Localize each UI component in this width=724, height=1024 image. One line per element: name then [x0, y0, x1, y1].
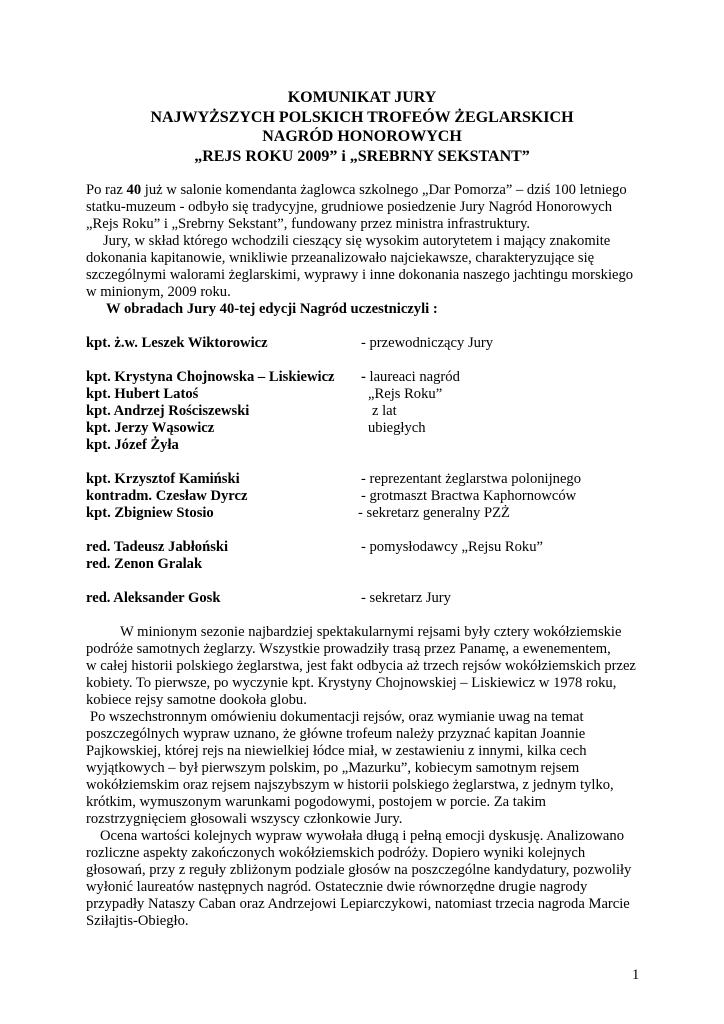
member-role: ubiegłych	[368, 420, 426, 436]
body-line: głosowań, przy z reguły zbliżonym podziale głosów na poszczególne kandydatury, pozwoliły	[86, 862, 632, 878]
member-name: red. Aleksander Gosk	[86, 590, 221, 606]
intro-line: statku-muzeum - odbyło się tradycyjne, grudniowe posiedzenie Jury Nagród Honorowych	[86, 199, 613, 215]
body-line: Po wszechstronnym omówieniu dokumentacji rejsów, oraz wymianie uwag na temat	[90, 709, 584, 725]
body-line: kobiety. To pierwsze, po wyczynie kpt. Krystyny Chojnowskiej – Liskiewicz w 1978 roku,	[86, 675, 617, 691]
member-name: kpt. Krystyna Chojnowska – Liskiewicz	[86, 369, 335, 385]
intro-line: w minionym, 2009 roku.	[86, 284, 231, 300]
body-line: Pajkowskiej, której rejs na niewielkiej łódce miał, w zestawieniu z innymi, kilka cech	[86, 743, 587, 759]
member-name: kpt. Hubert Latoś	[86, 386, 199, 402]
member-name: kpt. Andrzej Rościszewski	[86, 403, 250, 419]
intro-line: dokonania kapitanowie, wnikliwie przeanalizowało najciekawsze, charakteryzujące się	[86, 250, 595, 266]
body-line: wokółziemskim oraz rejsem najszybszym w historii polskiego żeglarstwa, z jednym tylko,	[86, 777, 614, 793]
document-title	[60, 88, 664, 166]
body-line: poszczególnych wypraw uznano, że główne trofeum należy przyznać kapitan Joannie	[86, 726, 586, 742]
member-role: - sekretarz Jury	[361, 590, 451, 606]
member-role: - laureaci nagród	[361, 369, 460, 385]
title-line: KOMUNIKAT JURY	[287, 89, 437, 106]
body-line: w całej historii polskiego żeglarstwa, jest fakt odbycia aż trzech rejsów wokółziemskich przez	[86, 658, 636, 674]
member-role: - sekretarz generalny PZŻ	[358, 505, 510, 521]
member-name: kpt. Krzysztof Kamiński	[86, 471, 240, 487]
member-name: kpt. Józef Żyła	[86, 437, 179, 453]
member-name: kpt. ż.w. Leszek Wiktorowicz	[86, 335, 268, 351]
edition-number: 40	[126, 182, 142, 198]
page-number: 1	[632, 967, 640, 983]
title-line: „REJS ROKU 2009” i „SREBRNY SEKSTANT”	[194, 147, 530, 165]
member-role: - pomysłodawcy „Rejsu Roku”	[361, 539, 543, 555]
intro-line: „Rejs Roku” i „Srebrny Sekstant”, fundowany przez ministra infrastruktury.	[86, 216, 531, 232]
body-line: W minionym sezonie najbardziej spektakularnymi rejsami były cztery wokółziemskie	[120, 624, 622, 640]
body-line: wyłonić laureatów następnych nagród. Ostatecznie dwie równorzędne drugie nagrody	[86, 879, 588, 895]
member-role: - przewodniczący Jury	[361, 335, 494, 351]
member-name: kpt. Jerzy Wąsowicz	[86, 420, 215, 436]
body-line: Sziłajtis-Obiegło.	[86, 913, 189, 929]
member-name: kontradm. Czesław Dyrcz	[86, 488, 248, 504]
body-line: przypadły Nataszy Caban oraz Andrzejowi Lepiarczykowi, natomiast trzecia nagroda Marcie	[86, 896, 630, 912]
body-line: krótkim, wymuszonym warunkami pogodowymi, postojem w porcie. Za takim	[86, 794, 547, 810]
jury-heading: W obradach Jury 40-tej edycji Nagród uczestniczyli :	[106, 301, 438, 317]
body-line: podróże samotnych żeglarzy. Wszystkie prowadziły trasą przez Panamę, a ewenementem,	[86, 641, 611, 657]
title-line: NAGRÓD HONOROWYCH	[262, 128, 462, 145]
body-line: wyjątkowych – był pierwszym polskim, po „Mazurku”, kobiecym samotnym rejsem	[86, 760, 580, 776]
member-role: „Rejs Roku”	[368, 386, 443, 402]
intro-line: Po raz 40 już w salonie komendanta żaglowca szkolnego „Dar Pomorza” – dziś 100 letniego	[86, 182, 627, 198]
title-line: NAJWYŻSZYCH POLSKICH TROFEÓW ŻEGLARSKICH	[150, 108, 574, 126]
body-line: Ocena wartości kolejnych wypraw wywołała długą i pełną emocji dyskusję. Analizowano	[100, 828, 625, 844]
member-role: z lat	[372, 403, 397, 419]
member-role: - grotmaszt Bractwa Kaphornowców	[361, 488, 577, 504]
member-name: red. Tadeusz Jabłoński	[86, 539, 229, 555]
body-line: rozliczne aspekty zakończonych wokółziemskich podróży. Dopiero wyniki kolejnych	[86, 845, 586, 861]
member-role: - reprezentant żeglarstwa polonijnego	[361, 471, 582, 487]
body-line: rozstrzygnięciem głosowali wszyscy członkowie Jury.	[86, 811, 403, 827]
intro-line: szczególnymi walorami żeglarskimi, wyprawy i inne dokonania naszego jachtingu morskiego	[86, 267, 634, 283]
intro-line: Jury, w skład którego wchodzili cieszący się wysokim autorytetem i mający znakomite	[103, 233, 611, 249]
body-line: kobiece rejsy samotne dookoła globu.	[86, 692, 307, 708]
member-name: kpt. Zbigniew Stosio	[86, 505, 214, 521]
member-name: red. Zenon Gralak	[86, 556, 203, 572]
